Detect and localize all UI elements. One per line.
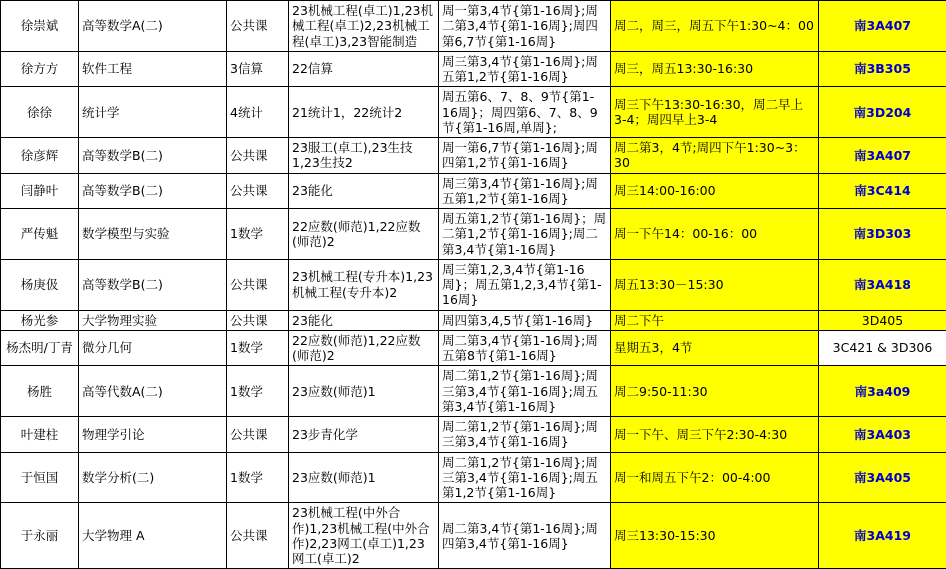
cell-room: 南3D204 bbox=[819, 87, 946, 138]
cell-course-type: 3信算 bbox=[227, 51, 289, 87]
cell-course-type: 1数学 bbox=[227, 452, 289, 503]
cell-course-type: 4统计 bbox=[227, 87, 289, 138]
cell-time: 周一和周五下午2：00-4:00 bbox=[611, 452, 819, 503]
table-row bbox=[1, 51, 946, 87]
cell-room: 南3D303 bbox=[819, 209, 946, 260]
cell-time: 周二第3，4节;周四下午1:30~3：30 bbox=[611, 138, 819, 174]
table-row bbox=[1, 209, 946, 260]
cell-weeks: 周一第6,7节{第1-16周};周四第1,2节{第1-16周} bbox=[439, 138, 611, 174]
cell-course: 大学物理实验 bbox=[79, 310, 227, 330]
cell-weeks: 周二第3,4节{第1-16周};周四第3,4节{第1-16周} bbox=[439, 503, 611, 569]
cell-room: 南3B305 bbox=[819, 51, 946, 87]
cell-room: 南3A418 bbox=[819, 259, 946, 310]
cell-course: 大学物理 A bbox=[79, 503, 227, 569]
table-row bbox=[1, 503, 946, 569]
cell-teacher: 于永丽 bbox=[1, 503, 79, 569]
cell-classes: 23能化 bbox=[289, 173, 439, 209]
cell-classes: 22应数(师范)1,22应数(师范)2 bbox=[289, 209, 439, 260]
table-row bbox=[1, 173, 946, 209]
cell-course: 高等数学B(二) bbox=[79, 173, 227, 209]
cell-time: 周三13:30-15:30 bbox=[611, 503, 819, 569]
cell-course: 物理学引论 bbox=[79, 417, 227, 453]
table-body bbox=[1, 1, 946, 569]
cell-course-type: 公共课 bbox=[227, 138, 289, 174]
cell-classes: 23机械工程(卓工)1,23机械工程(卓工)2,23机械工程(卓工)3,23智能制造 bbox=[289, 1, 439, 52]
cell-teacher: 杨光参 bbox=[1, 310, 79, 330]
cell-weeks: 周一第3,4节{第1-16周};周二第3,4节{第1-16周};周四第6,7节{第1-16周} bbox=[439, 1, 611, 52]
cell-room: 南3A403 bbox=[819, 417, 946, 453]
cell-teacher: 于恒国 bbox=[1, 452, 79, 503]
cell-teacher: 徐崇斌 bbox=[1, 1, 79, 52]
table-row bbox=[1, 87, 946, 138]
cell-course-type: 公共课 bbox=[227, 1, 289, 52]
cell-time: 周一下午、周三下午2:30-4:30 bbox=[611, 417, 819, 453]
cell-room: 南3a409 bbox=[819, 366, 946, 417]
table-row bbox=[1, 366, 946, 417]
cell-course-type: 1数学 bbox=[227, 209, 289, 260]
cell-classes: 23服工(卓工),23生技1,23生技2 bbox=[289, 138, 439, 174]
cell-time: 周三，周五13:30-16:30 bbox=[611, 51, 819, 87]
table-row bbox=[1, 417, 946, 453]
cell-weeks: 周三第1,2,3,4节{第1-16周}；周五第1,2,3,4节{第1-16周} bbox=[439, 259, 611, 310]
cell-time: 周三14:00-16:00 bbox=[611, 173, 819, 209]
cell-classes: 23应数(师范)1 bbox=[289, 366, 439, 417]
cell-course-type: 公共课 bbox=[227, 417, 289, 453]
cell-teacher: 杨胜 bbox=[1, 366, 79, 417]
cell-course-type: 公共课 bbox=[227, 259, 289, 310]
cell-weeks: 周二第1,2节{第1-16周};周三第3,4节{第1-16周};周五第3,4节{第1-16周} bbox=[439, 366, 611, 417]
cell-time: 周二下午 bbox=[611, 310, 819, 330]
cell-room: 南3A419 bbox=[819, 503, 946, 569]
cell-weeks: 周四第3,4,5节{第1-16周} bbox=[439, 310, 611, 330]
cell-teacher: 徐方方 bbox=[1, 51, 79, 87]
cell-teacher: 严传魁 bbox=[1, 209, 79, 260]
cell-classes: 23机械工程(专升本)1,23机械工程(专升本)2 bbox=[289, 259, 439, 310]
cell-room: 南3C414 bbox=[819, 173, 946, 209]
cell-course: 高等数学B(二) bbox=[79, 259, 227, 310]
cell-course: 数学模型与实验 bbox=[79, 209, 227, 260]
cell-classes: 23能化 bbox=[289, 310, 439, 330]
cell-course: 微分几何 bbox=[79, 330, 227, 366]
cell-teacher: 杨庚伋 bbox=[1, 259, 79, 310]
cell-course-type: 1数学 bbox=[227, 330, 289, 366]
cell-teacher: 徐徐 bbox=[1, 87, 79, 138]
table-row bbox=[1, 1, 946, 52]
table-row bbox=[1, 330, 946, 366]
cell-course-type: 公共课 bbox=[227, 310, 289, 330]
cell-room: 南3A405 bbox=[819, 452, 946, 503]
table-row bbox=[1, 259, 946, 310]
cell-course: 软件工程 bbox=[79, 51, 227, 87]
cell-time: 周一下午14：00-16：00 bbox=[611, 209, 819, 260]
cell-teacher: 闫静叶 bbox=[1, 173, 79, 209]
cell-room: 南3A407 bbox=[819, 1, 946, 52]
cell-room: 3D405 bbox=[819, 310, 946, 330]
cell-course: 统计学 bbox=[79, 87, 227, 138]
table-row bbox=[1, 310, 946, 330]
table-row bbox=[1, 452, 946, 503]
cell-teacher: 徐彦辉 bbox=[1, 138, 79, 174]
cell-course: 高等数学A(二) bbox=[79, 1, 227, 52]
cell-course: 高等代数A(二) bbox=[79, 366, 227, 417]
cell-time: 周三下午13:30-16:30，周二早上3-4；周四早上3-4 bbox=[611, 87, 819, 138]
cell-time: 周五13:30－15:30 bbox=[611, 259, 819, 310]
cell-classes: 23步青化学 bbox=[289, 417, 439, 453]
cell-classes: 22信算 bbox=[289, 51, 439, 87]
cell-course-type: 公共课 bbox=[227, 503, 289, 569]
cell-course-type: 1数学 bbox=[227, 366, 289, 417]
cell-classes: 22应数(师范)1,22应数(师范)2 bbox=[289, 330, 439, 366]
cell-weeks: 周五第6、7、8、9节{第1-16周}；周四第6、7、8、9节{第1-16周,单周}; bbox=[439, 87, 611, 138]
cell-weeks: 周五第1,2节{第1-16周}；周二第1,2节{第1-16周};周二第3,4节{第1-16周} bbox=[439, 209, 611, 260]
cell-time: 周二，周三，周五下午1:30~4：00 bbox=[611, 1, 819, 52]
cell-teacher: 杨杰明/丁青 bbox=[1, 330, 79, 366]
cell-room: 3C421 & 3D306 bbox=[819, 330, 946, 366]
cell-weeks: 周三第3,4节{第1-16周};周五第1,2节{第1-16周} bbox=[439, 173, 611, 209]
cell-course: 高等数学B(二) bbox=[79, 138, 227, 174]
cell-course-type: 公共课 bbox=[227, 173, 289, 209]
cell-classes: 21统计1，22统计2 bbox=[289, 87, 439, 138]
cell-room: 南3A407 bbox=[819, 138, 946, 174]
cell-time: 星期五3，4节 bbox=[611, 330, 819, 366]
table-row bbox=[1, 138, 946, 174]
cell-weeks: 周二第3,4节{第1-16周};周五第8节{第1-16周} bbox=[439, 330, 611, 366]
cell-teacher: 叶建柱 bbox=[1, 417, 79, 453]
cell-weeks: 周二第1,2节{第1-16周};周三第3,4节{第1-16周};周五第1,2节{第1-16周} bbox=[439, 452, 611, 503]
cell-weeks: 周三第3,4节{第1-16周};周五第1,2节{第1-16周} bbox=[439, 51, 611, 87]
cell-weeks: 周二第1,2节{第1-16周};周三第3,4节{第1-16周} bbox=[439, 417, 611, 453]
cell-classes: 23机械工程(中外合作)1,23机械工程(中外合作)2,23网工(卓工)1,23网工(卓工)2 bbox=[289, 503, 439, 569]
cell-course: 数学分析(二) bbox=[79, 452, 227, 503]
cell-time: 周二9:50-11:30 bbox=[611, 366, 819, 417]
cell-classes: 23应数(师范)1 bbox=[289, 452, 439, 503]
